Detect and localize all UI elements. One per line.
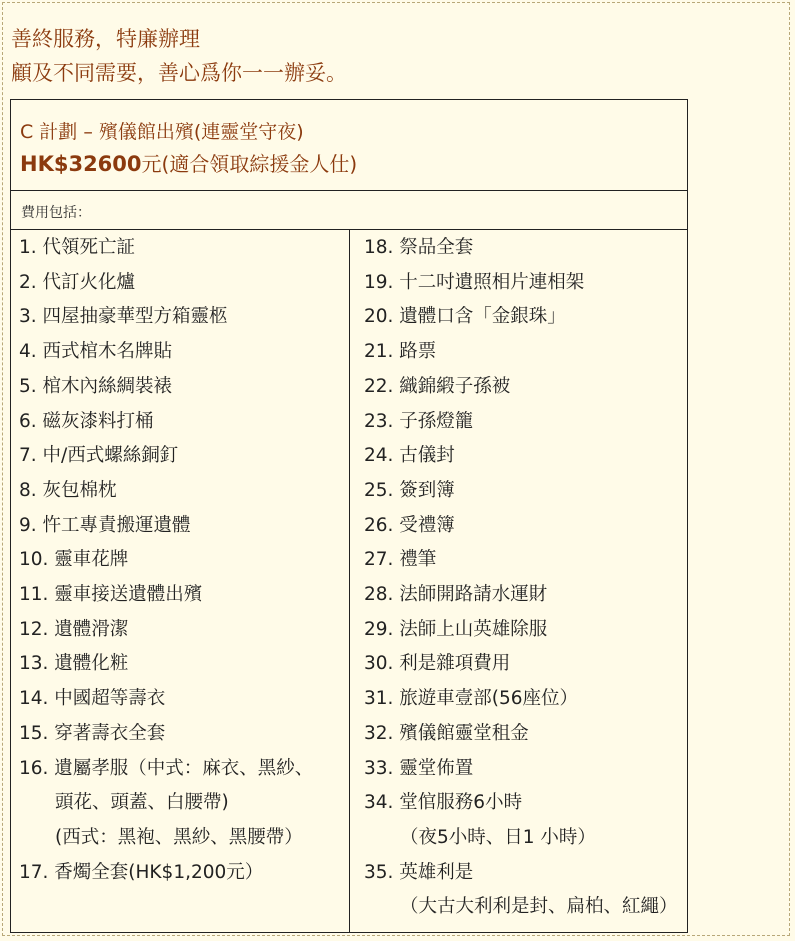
- list-item: 3. 四屋抽豪華型方箱靈柩: [19, 306, 228, 328]
- list-item-continuation: （夜5小時、日1 小時）: [400, 826, 596, 848]
- price-amount: HK$32600: [20, 152, 142, 176]
- list-item: 27. 禮筆: [364, 549, 437, 571]
- list-item: 19. 十二吋遺照相片連相架: [364, 271, 585, 293]
- items-columns: [11, 230, 687, 932]
- list-item: 5. 棺木內絲綢裝裱: [19, 375, 173, 397]
- list-item: 6. 磁灰漆料打桶: [19, 410, 154, 432]
- list-item: 18. 祭品全套: [364, 237, 474, 258]
- list-item: 21. 路票: [364, 341, 437, 363]
- list-item: 11. 靈車接送遺體出殯: [19, 584, 203, 606]
- list-item-continuation: 頭花、頭蓋、白腰帶): [55, 792, 229, 814]
- price-suffix: 元(適合領取綜援金人仕): [141, 152, 358, 176]
- list-item: 17. 香燭全套(HK$1,200元）: [19, 861, 264, 883]
- list-item: 20. 遺體口含「金銀珠」: [364, 306, 566, 328]
- fees-label: 費用包括：: [11, 191, 687, 230]
- list-item-continuation: (西式：黑袍、黑紗、黑腰帶）: [55, 826, 303, 848]
- plan-title: C 計劃 – 殯儀館出殯(連靈堂守夜): [20, 121, 304, 143]
- list-item: 1. 代領死亡証: [19, 237, 136, 258]
- list-item: 28. 法師開路請水運財: [364, 584, 548, 606]
- list-item: 22. 織錦緞子孫被: [364, 375, 511, 397]
- list-item: 23. 子孫燈籠: [364, 410, 474, 432]
- list-item: 30. 利是雜項費用: [364, 653, 511, 675]
- list-item: 25. 簽到簿: [364, 479, 455, 501]
- intro-text: [11, 22, 347, 90]
- intro-line-1: 善終服務，特廉辦理: [11, 27, 200, 51]
- list-item-continuation: （大古大利利是封、扁柏、紅繩）: [400, 896, 678, 918]
- list-item: 2. 代訂火化爐: [19, 271, 136, 293]
- list-item: 8. 灰包棉枕: [19, 479, 117, 501]
- list-item: 33. 靈堂佈置: [364, 757, 474, 779]
- list-item: 10. 靈車花牌: [19, 549, 129, 571]
- list-item: 13. 遺體化粧: [19, 653, 129, 675]
- list-item: 34. 堂倌服務6小時: [364, 792, 523, 814]
- plan-panel: [10, 99, 688, 933]
- list-item: 26. 受禮簿: [364, 514, 455, 536]
- list-item: 9. 忤工專責搬運遺體: [19, 514, 191, 536]
- list-item: 29. 法師上山英雄除服: [364, 618, 548, 640]
- plan-header: [11, 100, 687, 191]
- list-item: 32. 殯儀館靈堂租金: [364, 722, 529, 744]
- list-item: 4. 西式棺木名牌貼: [19, 341, 173, 363]
- intro-line-2: 顧及不同需要，善心爲你一一辦妥。: [11, 61, 347, 85]
- list-item: 24. 古儀封: [364, 445, 455, 467]
- items-left-column: [11, 230, 350, 932]
- list-item: 15. 穿著壽衣全套: [19, 722, 166, 744]
- list-item: 35. 英雄利是: [364, 861, 474, 883]
- list-item: 7. 中/西式螺絲銅釘: [19, 445, 179, 467]
- plan-price: [20, 148, 687, 180]
- items-right-column: [350, 230, 687, 932]
- list-item: 16. 遺屬孝服（中式：麻衣、黑紗、: [19, 757, 314, 779]
- list-item: 14. 中國超等壽衣: [19, 688, 166, 710]
- list-item: 31. 旅遊車壹部(56座位）: [364, 688, 579, 710]
- list-item: 12. 遺體滑潔: [19, 618, 129, 640]
